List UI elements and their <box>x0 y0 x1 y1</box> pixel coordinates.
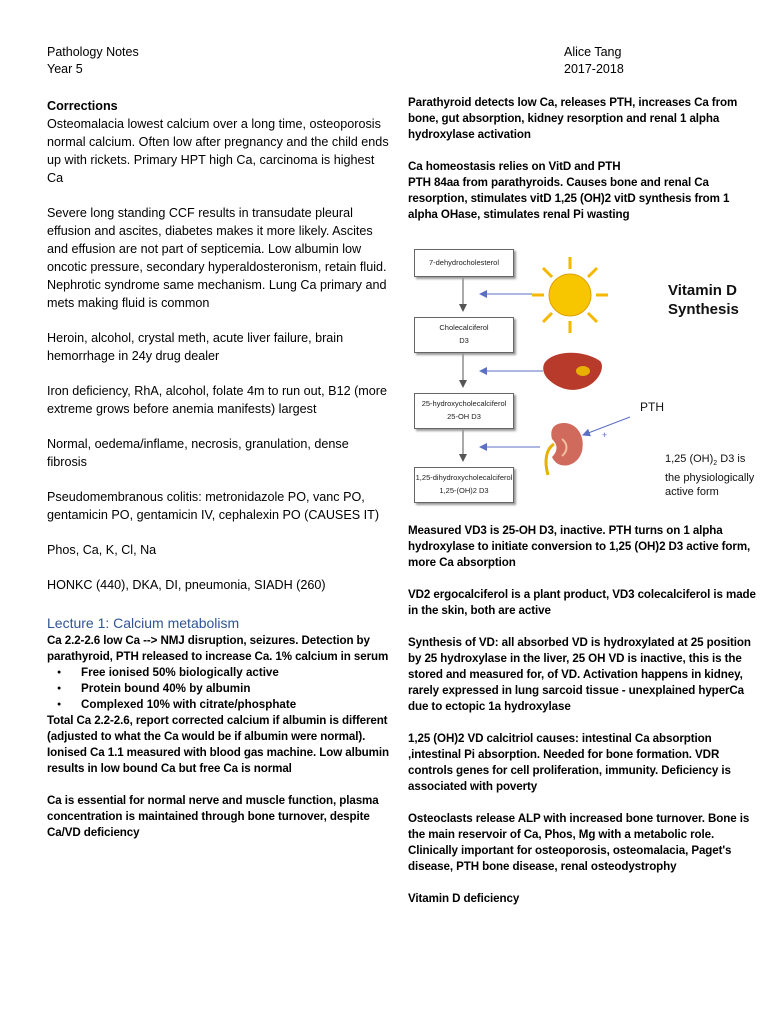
paragraph: HONKC (440), DKA, DI, pneumonia, SIADH (260) <box>47 578 326 592</box>
active-note-text: D3 is <box>717 453 746 465</box>
active-note-text: the physiologically <box>665 472 755 485</box>
list-item: ● Protein bound 40% by albumin <box>47 681 392 697</box>
compound-box <box>414 467 514 503</box>
compound-sublabel: D3 <box>459 336 469 345</box>
author-name: Alice Tang <box>564 45 622 59</box>
paragraph: PTH 84aa from parathyroids. Causes bone and renal Ca resorption, stimulates vitD 1,25 (OH)2 vitD synthesis from 1 alpha OHase, stimulates renal Pi wasting <box>408 176 730 221</box>
active-form-note <box>665 452 754 499</box>
figure-title-line: Synthesis <box>668 301 739 318</box>
figure-title <box>668 281 739 319</box>
section-heading: Vitamin D deficiency <box>408 892 520 905</box>
paragraph: Phos, Ca, K, Cl, Na <box>47 543 157 557</box>
paragraph: 1,25 (OH)2 VD calcitriol causes: intestinal Ca absorption ,intestinal Pi absorption. Needed for bone formation. VDR controls genes for cell proliferation, immunity. Deficiency is associated with poverty <box>408 732 731 793</box>
vitamin-d-synthesis-figure <box>408 239 768 509</box>
compound-box <box>414 317 514 353</box>
compound-box <box>414 393 514 429</box>
paragraph: Ca homeostasis relies on VitD and PTH <box>408 160 621 173</box>
figure-title-line: Vitamin D <box>668 282 737 299</box>
paragraph: Measured VD3 is 25-OH D3, inactive. PTH turns on 1 alpha hydroxylase to initiate conversion to 1,25 (OH)2 D3 active form, more Ca absorption <box>408 524 751 569</box>
list-item: ● Free ionised 50% biologically active <box>47 665 392 681</box>
paragraph: Total Ca 2.2-2.6, report corrected calcium if albumin is different (adjusted to what the Ca would be if albumin were normal). Ionised Ca 1.1 measured with blood gas machine. Low albumin results in low bound Ca but free Ca is normal <box>47 714 389 775</box>
header-right <box>564 44 624 78</box>
right-column <box>408 95 760 907</box>
compound-box <box>414 249 514 277</box>
doc-title: Pathology Notes <box>47 45 139 59</box>
pth-label: PTH <box>640 400 664 414</box>
compound-label: Cholecalciferol <box>439 323 489 332</box>
paragraph: Synthesis of VD: all absorbed VD is hydroxylated at 25 position by 25 hydroxylase in the liver, 25 OH VD is inactive, this is the stored and measured for, of VD. Activation happens in kidney, rarely expressed in lung sarcoid tissue - unexplained hyperCa due to ectopic 1a hydroxylase <box>408 636 751 713</box>
paragraph: Ca 2.2-2.6 low Ca --> NMJ disruption, seizures. Detection by parathyroid, PTH released to increase Ca. 1% calcium in serum <box>47 634 389 663</box>
paragraph: Normal, oedema/inflame, necrosis, granulation, dense fibrosis <box>47 437 349 469</box>
paragraph: Iron deficiency, RhA, alcohol, folate 4m to run out, B12 (more extreme grows before anemia manifests) largest <box>47 384 387 416</box>
paragraph: Severe long standing CCF results in transudate pleural effusion and ascites, diabetes makes it more likely. Ascites and effusion are not part of septicemia. Low albumin low oncotic pressure, secondary hyperaldosteronism, retain fluid. Nephrotic syndrome same mechanism. Lung Ca primary and mets making fluid is common <box>47 206 387 310</box>
active-note-text: active form <box>665 486 719 499</box>
calcium-fractions-list <box>47 665 392 713</box>
academic-year: 2017-2018 <box>564 62 624 76</box>
compound-label: 1,25-dihydroxycholecalciferol <box>415 473 513 482</box>
active-note-subscript: 2 <box>713 460 718 468</box>
liver-icon <box>543 353 602 390</box>
paragraph: VD2 ergocalciferol is a plant product, VD3 colecalciferol is made in the skin, both are active <box>408 588 756 617</box>
sun-icon <box>532 257 608 333</box>
kidney-icon <box>546 423 583 475</box>
compound-label: 25-hydroxycholecalciferol <box>421 399 507 408</box>
paragraph: Pseudomembranous colitis: metronidazole PO, vanc PO, gentamicin PO, gentamicin IV, cephalexin PO (CAUSES IT) <box>47 490 380 522</box>
paragraph: Ca is essential for normal nerve and muscle function, plasma concentration is maintained through bone turnover, despite Ca/VD deficiency <box>47 794 379 839</box>
compound-label: 7-dehydrocholesterol <box>428 258 500 267</box>
header-left <box>47 44 139 78</box>
compound-sublabel: 25-OH D3 <box>447 412 481 421</box>
lecture-heading: Lecture 1: Calcium metabolism <box>47 615 240 631</box>
paragraph: Parathyroid detects low Ca, releases PTH, increases Ca from bone, gut absorption, kidney resorption and renal 1 alpha hydroxylase activation <box>408 96 738 141</box>
corrections-heading: Corrections <box>47 99 118 113</box>
paragraph: Heroin, alcohol, crystal meth, acute liver failure, brain hemorrhage in 24y drug dealer <box>47 331 344 363</box>
list-item: ● Complexed 10% with citrate/phosphate <box>47 697 392 713</box>
left-column <box>47 97 392 841</box>
paragraph: Osteoclasts release ALP with increased bone turnover. Bone is the main reservoir of Ca, Phos, Mg with a metabolic role. Clinically important for osteoporosis, osteomalacia, Paget's disease, PTH bone disease, renal osteodystrophy <box>408 812 750 873</box>
active-note-text: 1,25 (OH) <box>665 453 714 465</box>
stimulation-plus: + <box>602 430 608 440</box>
doc-year: Year 5 <box>47 62 83 76</box>
compound-sublabel: 1,25-(OH)2 D3 <box>439 486 489 495</box>
paragraph: Osteomalacia lowest calcium over a long time, osteoporosis normal calcium. Often low after pregnancy and the child ends up with rickets. Primary HPT high Ca, carcinoma is highest Ca <box>47 117 389 185</box>
